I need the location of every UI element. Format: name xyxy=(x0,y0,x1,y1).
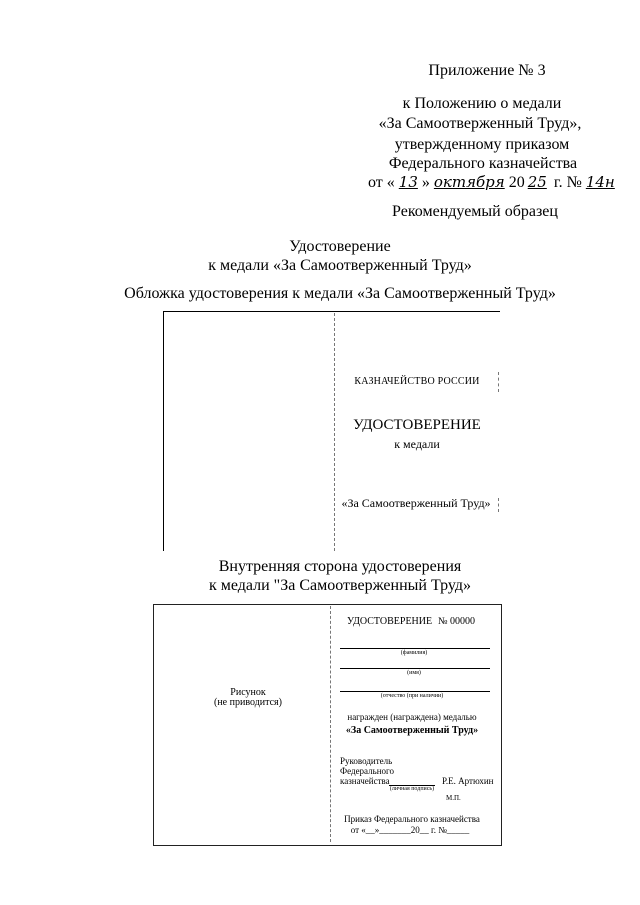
stamp-mark: М.П. xyxy=(446,794,461,802)
patronymic-label: (отчество (при наличии) xyxy=(380,693,444,699)
order-number: 14н xyxy=(585,173,615,191)
inner-doc-title: УДОСТОВЕРЕНИЕ xyxy=(347,616,433,627)
header-line-2: «За Самоотверженный Труд», xyxy=(378,115,582,132)
patronymic-line xyxy=(340,691,490,692)
cover-right-mark-2 xyxy=(498,498,499,512)
inner-order-line-1: Приказ Федерального казначейства xyxy=(344,814,480,824)
certificate-subtitle: к медали «За Самоотверженный Труд» xyxy=(208,257,472,274)
awarded-text: награжден (награждена) медалью xyxy=(347,712,477,722)
cover-left-edge xyxy=(163,311,164,551)
cover-top-edge xyxy=(163,311,500,312)
name-line xyxy=(340,668,490,669)
order-day: 13 xyxy=(398,173,418,191)
head-title-line-1: Руководитель xyxy=(340,756,393,766)
inner-medal-name: «За Самоотверженный Труд» xyxy=(345,725,479,736)
certificate-title: Удостоверение xyxy=(289,238,391,255)
inner-fold-line xyxy=(330,606,331,842)
cover-treasury: КАЗНАЧЕЙСТВО РОССИИ xyxy=(354,376,480,387)
appendix-number: Приложение № 3 xyxy=(428,62,546,79)
surname-label: (фамилия) xyxy=(400,650,428,656)
inner-doc-number: № 00000 xyxy=(438,616,476,627)
header-line-3: утвержденному приказом xyxy=(394,136,570,153)
cover-doc-title: УДОСТОВЕРЕНИЕ xyxy=(353,417,481,433)
picture-placeholder-line-2: (не приводится) xyxy=(214,697,282,708)
cover-right-mark xyxy=(498,372,499,392)
cover-fold-line xyxy=(334,313,335,551)
inner-heading-line-2: к медали "За Самоотверженный Труд» xyxy=(208,577,472,594)
head-title-line-2: Федерального xyxy=(340,766,395,776)
signer-name: Р.Е. Артюхин xyxy=(442,776,494,786)
signature-label: (личная подпись) xyxy=(389,786,435,792)
cover-heading: Обложка удостоверения к медали «За Самоотверженный Труд» xyxy=(124,285,556,302)
head-title-line-3: казначейства xyxy=(340,776,390,786)
inner-heading-line-1: Внутренняя сторона удостоверения xyxy=(218,558,462,575)
sample-label: Рекомендуемый образец xyxy=(392,203,558,220)
name-label: (имя) xyxy=(407,670,421,676)
surname-line xyxy=(340,648,490,649)
order-year: 25 xyxy=(527,173,547,191)
order-date-line: от « 13 » октября 20 25 г. № 14н xyxy=(368,173,615,191)
inner-order-line-2: от «__»_______20__ г. №_____ xyxy=(350,825,470,835)
cover-medal-name: «За Самоотверженный Труд» xyxy=(341,496,491,510)
picture-placeholder-line-1: Рисунок xyxy=(230,687,266,698)
header-line-4: Федерального казначейства xyxy=(388,155,578,172)
order-month: октября xyxy=(433,173,505,191)
cover-to-medal: к медали xyxy=(394,437,440,451)
header-line-1: к Положению о медали xyxy=(402,95,562,112)
